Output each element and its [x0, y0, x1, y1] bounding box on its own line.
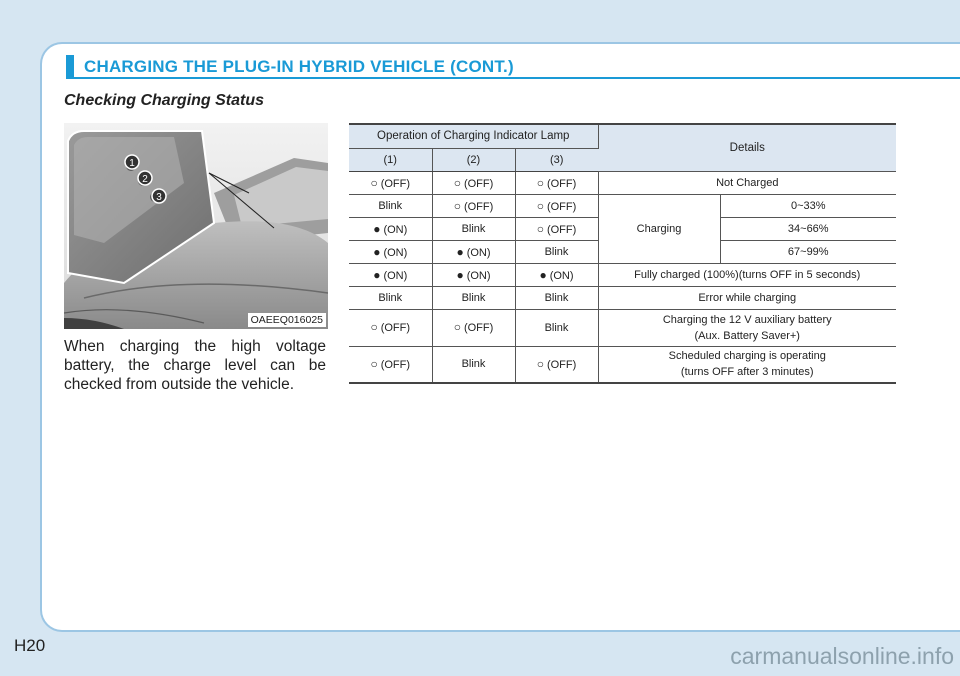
section-title: Checking Charging Status: [64, 92, 265, 109]
title-underline: [66, 77, 960, 79]
status-detail-line-1: Charging the 12 V auxiliary battery: [662, 313, 832, 326]
car-illustration: [64, 123, 328, 329]
status-detail-line-2: (turns OFF after 3 minutes): [680, 366, 814, 379]
lamp-3-status: ○ (OFF): [515, 171, 598, 194]
lamp-3-status: Blink: [515, 240, 598, 263]
header-details: Details: [598, 124, 896, 171]
lamp-2-status: Blink: [432, 346, 515, 383]
header-indicator-lamp: Operation of Charging Indicator Lamp: [349, 124, 598, 148]
watermark: carmanualsonline.info: [730, 643, 954, 669]
table-row: [349, 286, 896, 309]
page-number: H20: [14, 636, 46, 655]
lamp-3-status: Blink: [515, 309, 598, 346]
status-detail: Not Charged: [598, 171, 896, 194]
status-detail: [598, 309, 896, 346]
header-col-2: (2): [432, 148, 515, 171]
lamp-2-status: ● (ON): [432, 240, 515, 263]
header-col-3: (3): [515, 148, 598, 171]
status-detail: [598, 346, 896, 383]
charge-level: 0~33%: [720, 194, 896, 217]
status-detail-line-2: (Aux. Battery Saver+): [694, 329, 800, 342]
lamp-1-status: Blink: [349, 286, 432, 309]
lamp-3-status: ● (ON): [515, 263, 598, 286]
lamp-3-status: Blink: [515, 286, 598, 309]
lamp-1-status: ○ (OFF): [349, 346, 432, 383]
svg-text:2: 2: [142, 174, 148, 185]
lamp-2-status: ○ (OFF): [432, 309, 515, 346]
lamp-1-status: ● (ON): [349, 263, 432, 286]
title-accent-bar: [66, 55, 74, 79]
body-paragraph: When charging the high voltage battery, the charge level can be checked from outside the vehicle.: [64, 338, 326, 393]
status-detail: Error while charging: [598, 286, 896, 309]
table-row: [349, 346, 896, 383]
lamp-1-status: ○ (OFF): [349, 171, 432, 194]
charge-level: 67~99%: [720, 240, 896, 263]
figure-code: OAEEQ016025: [248, 313, 326, 327]
charge-level: 34~66%: [720, 217, 896, 240]
chapter-title: CHARGING THE PLUG-IN HYBRID VEHICLE (CONT.): [84, 57, 514, 76]
lamp-1-status: Blink: [349, 194, 432, 217]
lamp-2-status: ● (ON): [432, 263, 515, 286]
lamp-callout-3: [152, 189, 166, 203]
svg-text:3: 3: [156, 192, 162, 203]
lamp-1-status: ● (ON): [349, 217, 432, 240]
status-detail: Fully charged (100%)(turns OFF in 5 seconds): [598, 263, 896, 286]
lamp-callout-1: [125, 155, 139, 169]
lamp-2-status: Blink: [432, 217, 515, 240]
table-row: [349, 263, 896, 286]
lamp-3-status: ○ (OFF): [515, 346, 598, 383]
charging-status-table: [349, 123, 896, 384]
lamp-2-status: ○ (OFF): [432, 171, 515, 194]
header-col-1: (1): [349, 148, 432, 171]
status-detail-line-1: Scheduled charging is operating: [668, 350, 826, 363]
charging-lamp-illustration: [64, 123, 328, 329]
table-row: [349, 194, 896, 217]
lamp-1-status: ● (ON): [349, 240, 432, 263]
lamp-3-status: ○ (OFF): [515, 194, 598, 217]
svg-text:1: 1: [129, 158, 135, 169]
lamp-1-status: ○ (OFF): [349, 309, 432, 346]
lamp-callout-2: [138, 171, 152, 185]
lamp-2-status: ○ (OFF): [432, 194, 515, 217]
lamp-3-status: ○ (OFF): [515, 217, 598, 240]
status-detail-charging: Charging: [598, 194, 720, 263]
table-row: [349, 309, 896, 346]
table-row: [349, 171, 896, 194]
lamp-2-status: Blink: [432, 286, 515, 309]
